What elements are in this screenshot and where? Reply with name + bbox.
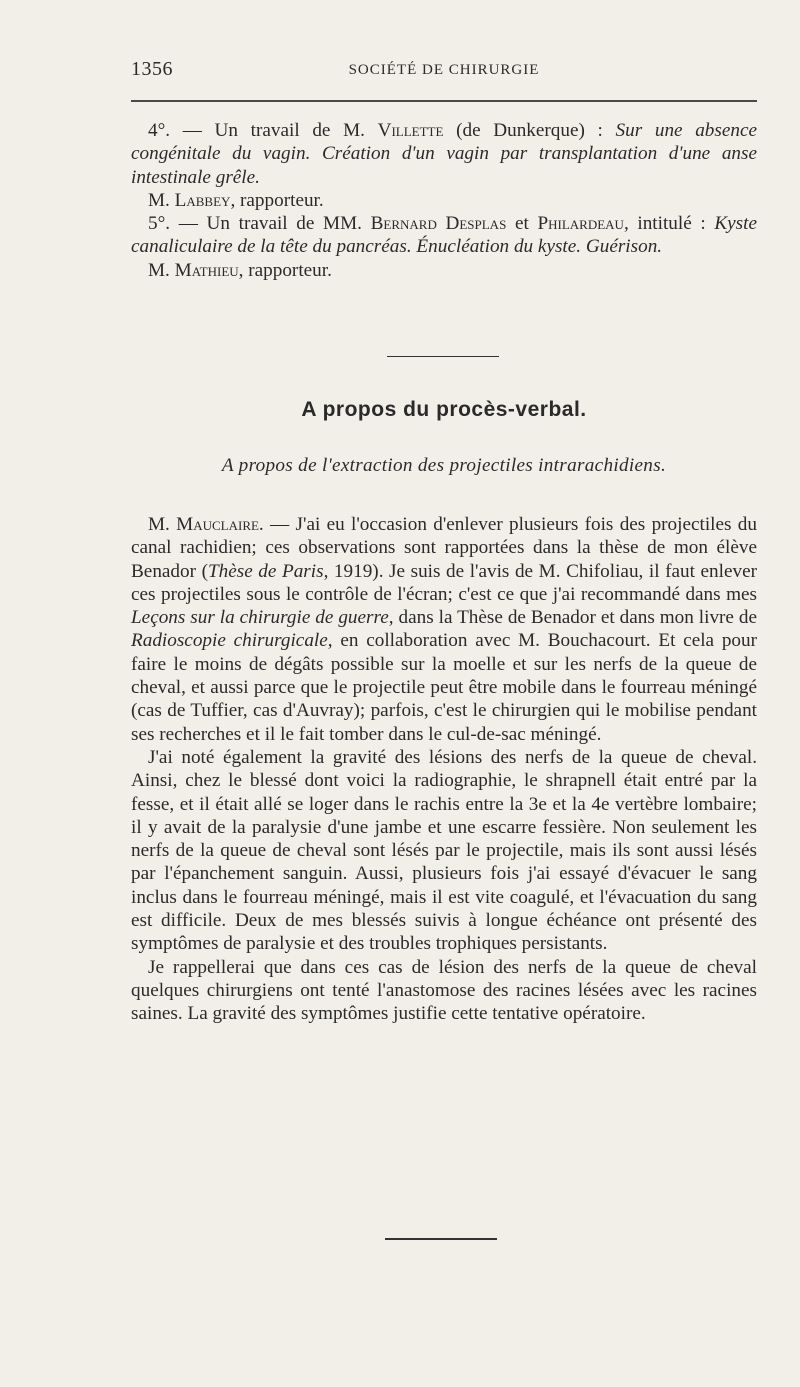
- work-title: Sur une absence congénitale du vagin. Création d'un vagin par transplantation d'une anse intestinale grêle.: [131, 120, 758, 188]
- author-name: Philardeau: [537, 213, 624, 235]
- work-title: Kyste canaliculaire de la tête du pancréas. Énucléation du kyste. Guérison.: [131, 213, 757, 258]
- agenda-item-5: 5°. — Un travail de MM. Bernard Desplas et Philardeau, intitulé : Kyste canaliculaire de la tête du pancréas. Énucléation du kyste. Guérison.: [131, 213, 757, 258]
- paragraph: Je rappellerai que dans ces cas de lésion des nerfs de la queue de cheval quelques chirurgiens ont tenté l'anastomose des racines lésées avec les racines saines. La gravité des symptômes justifie cette tentative opératoire.: [131, 956, 757, 1025]
- page-number: 1356: [131, 58, 173, 80]
- end-rule: [385, 1238, 497, 1240]
- reporter-name: Mathieu: [174, 259, 239, 281]
- section-title: A propos du procès-verbal.: [301, 398, 587, 421]
- reporter-name: Labbey: [174, 189, 231, 211]
- page-header: [131, 56, 757, 86]
- agenda-item-4: 4°. — Un travail de M. Villette (de Dunkerque) : Sur une absence congénitale du vagin. Création d'un vagin par transplantation d'une anse intestinale grêle.: [131, 120, 758, 188]
- reporter-line: M. Labbey, rapporteur.: [148, 189, 324, 211]
- header-rule: [131, 100, 757, 102]
- body-text: [131, 513, 757, 1026]
- section-divider: [387, 356, 499, 357]
- running-head: SOCIÉTÉ DE CHIRURGIE: [348, 62, 540, 78]
- paragraph: M. Mauclaire. — J'ai eu l'occasion d'enlever plusieurs fois des projectiles du canal rachidien; ces observations sont rapportées dans la thèse de mon élève Benador (Thèse de Paris, 1919). Je suis de l'avis de M. Chifoliau, il faut enlever ces projectiles sous le contrôle de l'écran; c'est ce que j'ai recommandé dans mes Leçons sur la chirurgie de guerre, dans la Thèse de Benador et dans mon livre de Radioscopie chirurgicale, en collaboration avec M. Bouchacourt. Et cela pour faire le moins de dégâts possible sur la moelle et sur les nerfs de la queue de cheval, et aussi parce que le projectile peut être mobile dans le fourreau méningé (cas de Tuffier, cas d'Auvray); parfois, c'est le chirurgien qui le mobilise pendant ses recherches et il le fait tomber dans le cul-de-sac méningé.: [131, 514, 758, 745]
- agenda-items: [131, 119, 757, 282]
- speaker-name: M. Mauclaire.: [148, 514, 264, 535]
- author-name: Villette: [377, 120, 444, 141]
- reporter-line: M. Mathieu, rapporteur.: [148, 259, 332, 281]
- section-subtitle: A propos de l'extraction des projectiles intrarachidiens.: [221, 455, 667, 476]
- paragraph: J'ai noté également la gravité des lésions des nerfs de la queue de cheval. Ainsi, chez le blessé dont voici la radiographie, le shrapnell était entré par la fesse, et il était allé se loger dans le rachis entre la 3e et la 4e vertèbre lombaire; il y avait de la paralysie d'une jambe et une escarre fessière. Non seulement les nerfs de la queue de cheval sont lésés par le projectile, mais ils sont aussi lésés par l'épanchement sanguin. Aussi, plusieurs fois j'ai essayé d'évacuer le sang inclus dans le fourreau méningé, mais il est vite coagulé, et l'évacuation du sang est difficile. Deux de mes blessés suivis à longue échéance ont présenté des symptômes de paralysie et des troubles trophiques persistants.: [131, 746, 757, 955]
- author-name: Bernard Desplas: [370, 213, 507, 235]
